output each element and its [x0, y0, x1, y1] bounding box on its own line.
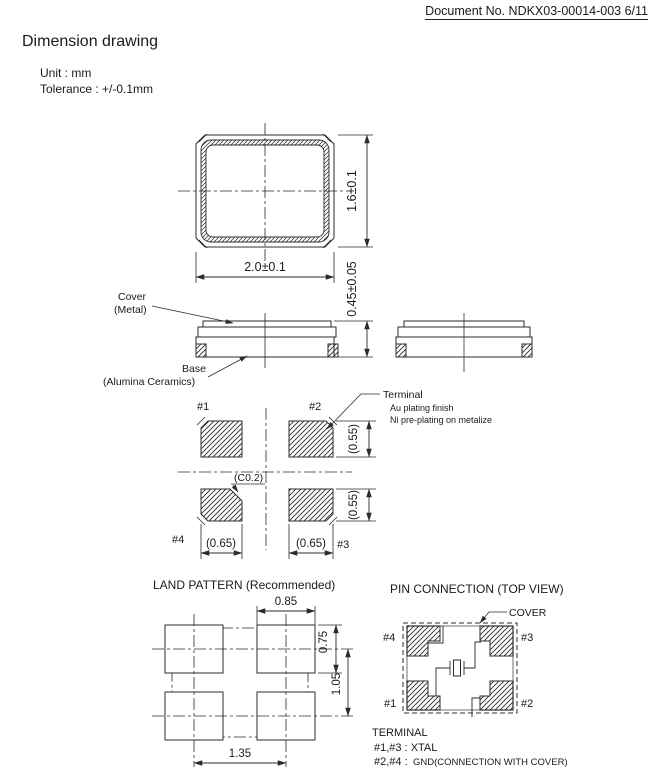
dim-land-pad-height: 0.75 — [318, 630, 330, 654]
pin1-label: #1 — [197, 401, 210, 413]
document-number: Document No. NDKX03-00014-003 6/11 — [425, 4, 648, 18]
pin2-label: #2 — [309, 401, 322, 413]
cover-leader-line — [152, 306, 233, 323]
pin-connection — [372, 582, 568, 768]
terminal-gnd-prefix: #2,#4 : — [374, 756, 408, 768]
pc-pin1-label: #1 — [384, 698, 397, 710]
wire-pin3 — [464, 642, 481, 668]
pad-4 — [201, 489, 242, 521]
terminal-pad-left — [196, 344, 206, 357]
pc-pad-3 — [480, 626, 513, 656]
pc-pin3-label: #3 — [521, 632, 534, 644]
page-title: Dimension drawing — [22, 33, 159, 50]
crystal-element — [454, 660, 461, 676]
terminal-leader — [327, 394, 380, 429]
dim-body-height: 1.6±0.1 — [345, 170, 359, 212]
cover-lid — [203, 321, 331, 327]
pad-3 — [289, 489, 333, 521]
dim-body-width: 2.0±0.1 — [244, 260, 286, 274]
wire-pin2-gnd — [472, 698, 480, 717]
base-leader-line — [208, 356, 247, 377]
cover-flange — [198, 327, 336, 337]
terminal-pad-end-right — [522, 344, 532, 357]
pin3-label: #3 — [337, 539, 350, 551]
pc-pin4-label: #4 — [383, 632, 396, 644]
dim-land-pitch-horizontal: 1.35 — [228, 748, 252, 760]
terminal-pad-end-left — [396, 344, 406, 357]
cover-callout-leader — [480, 612, 507, 623]
terminal-finish-au: Au plating finish — [390, 403, 454, 413]
pc-pad-1 — [407, 681, 440, 710]
pad-1 — [201, 421, 242, 457]
terminal-pad-right — [328, 344, 338, 357]
wire-pin1 — [436, 668, 450, 696]
front-side-view — [103, 291, 338, 388]
pc-pad-4 — [407, 626, 440, 656]
pad-2 — [289, 421, 333, 457]
cover-material-label: (Metal) — [114, 304, 147, 316]
end-side-view — [396, 313, 532, 372]
cover-label: Cover — [118, 291, 147, 303]
terminal-gnd-value: GND(CONNECTION WITH COVER) — [413, 757, 568, 768]
pin-connection-title: PIN CONNECTION (TOP VIEW) — [390, 582, 564, 596]
cover-callout-label: COVER — [509, 607, 547, 619]
unit-note: Unit : mm — [40, 66, 92, 80]
bottom-view — [172, 389, 492, 559]
chamfer-label: (C0.2) — [234, 472, 264, 484]
chamfer-leader — [233, 485, 238, 492]
tolerance-note: Tolerance : +/-0.1mm — [40, 82, 154, 96]
dim-pad-width-left: (0.65) — [205, 538, 237, 550]
pin4-label: #4 — [172, 534, 185, 546]
dim-land-pad-width: 0.85 — [274, 596, 298, 608]
terminal-title: TERMINAL — [372, 727, 428, 739]
dim-pad-width-right: (0.65) — [295, 538, 327, 550]
dim-pad-height-top: (0.55) — [348, 423, 360, 455]
dim-body-thickness: 0.45±0.05 — [345, 261, 359, 317]
dim-land-pitch-vertical: 1.05 — [331, 672, 343, 696]
base-material-label: (Alumina Ceramics) — [103, 376, 196, 388]
dim-pad-height-bottom: (0.55) — [348, 489, 360, 521]
terminal-label: Terminal — [383, 389, 423, 401]
terminal-finish-ni: Ni pre-plating on metalize — [390, 415, 493, 425]
pc-pin2-label: #2 — [521, 698, 534, 710]
land-pattern — [152, 578, 353, 767]
base-label: Base — [182, 363, 206, 375]
land-pattern-title: LAND PATTERN (Recommended) — [153, 578, 336, 592]
pc-pad-2 — [480, 681, 513, 710]
terminal-xtal-line: #1,#3 : XTAL — [374, 742, 438, 754]
